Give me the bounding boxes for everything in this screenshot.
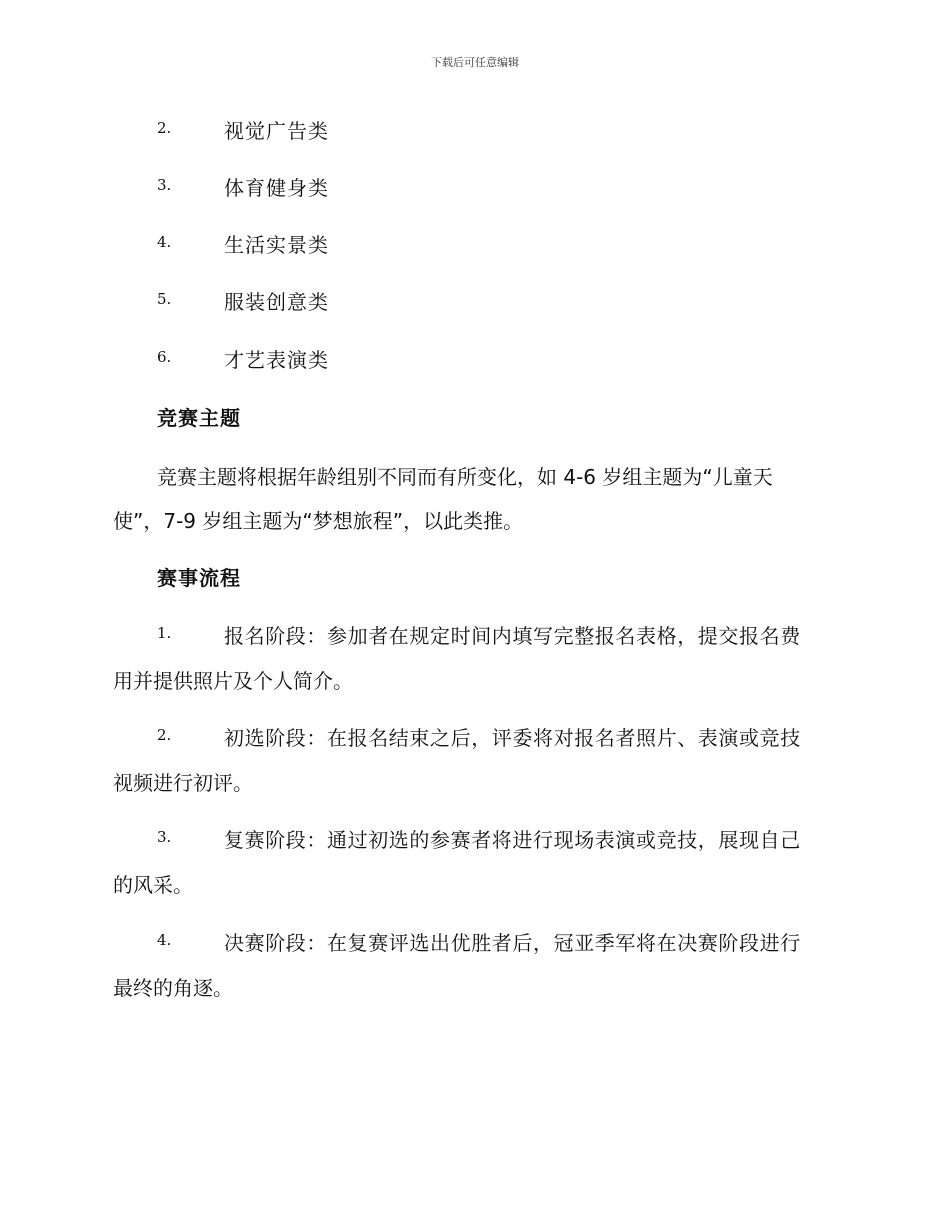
list-item-text-line-2: 视频进行初评。 xyxy=(113,771,253,795)
list-item-number: 5. xyxy=(157,290,172,308)
theme-paragraph-line-2: 使”，7-9 岁组主题为“梦想旅程”，以此类推。 xyxy=(113,509,524,533)
list-item-number: 2. xyxy=(157,726,172,744)
list-item-text-line-2: 用并提供照片及个人简介。 xyxy=(113,669,353,693)
list-item-number: 3. xyxy=(157,828,172,846)
list-item-text: 体育健身类 xyxy=(224,176,329,200)
list-item-text: 服装创意类 xyxy=(224,290,329,314)
list-item-number: 4. xyxy=(157,233,172,251)
list-item-text-line-2: 最终的角逐。 xyxy=(113,976,233,1000)
page-header-note: 下载后可任意编辑 xyxy=(431,56,519,69)
list-item-number: 4. xyxy=(157,931,172,949)
list-item-text-line-1: 报名阶段：参加者在规定时间内填写完整报名表格，提交报名费 xyxy=(224,624,801,648)
theme-paragraph-line-1: 竞赛主题将根据年龄组别不同而有所变化，如 4-6 岁组主题为“儿童天 xyxy=(157,465,773,489)
list-item-number: 3. xyxy=(157,176,172,194)
list-item-text-line-2: 的风采。 xyxy=(113,873,193,897)
list-item-text-line-1: 初选阶段：在报名结束之后，评委将对报名者照片、表演或竞技 xyxy=(224,726,801,750)
section-heading-theme: 竞赛主题 xyxy=(157,406,241,430)
list-item-text: 视觉广告类 xyxy=(224,119,329,143)
list-item-text-line-1: 复赛阶段：通过初选的参赛者将进行现场表演或竞技，展现自己 xyxy=(224,828,801,852)
list-item-number: 1. xyxy=(157,624,172,642)
list-item-text: 才艺表演类 xyxy=(224,348,329,372)
list-item-text: 生活实景类 xyxy=(224,233,329,257)
list-item-text-line-1: 决赛阶段：在复赛评选出优胜者后，冠亚季军将在决赛阶段进行 xyxy=(224,931,801,955)
list-item-number: 6. xyxy=(157,348,172,366)
list-item-number: 2. xyxy=(157,119,172,137)
section-heading-process: 赛事流程 xyxy=(157,566,241,590)
